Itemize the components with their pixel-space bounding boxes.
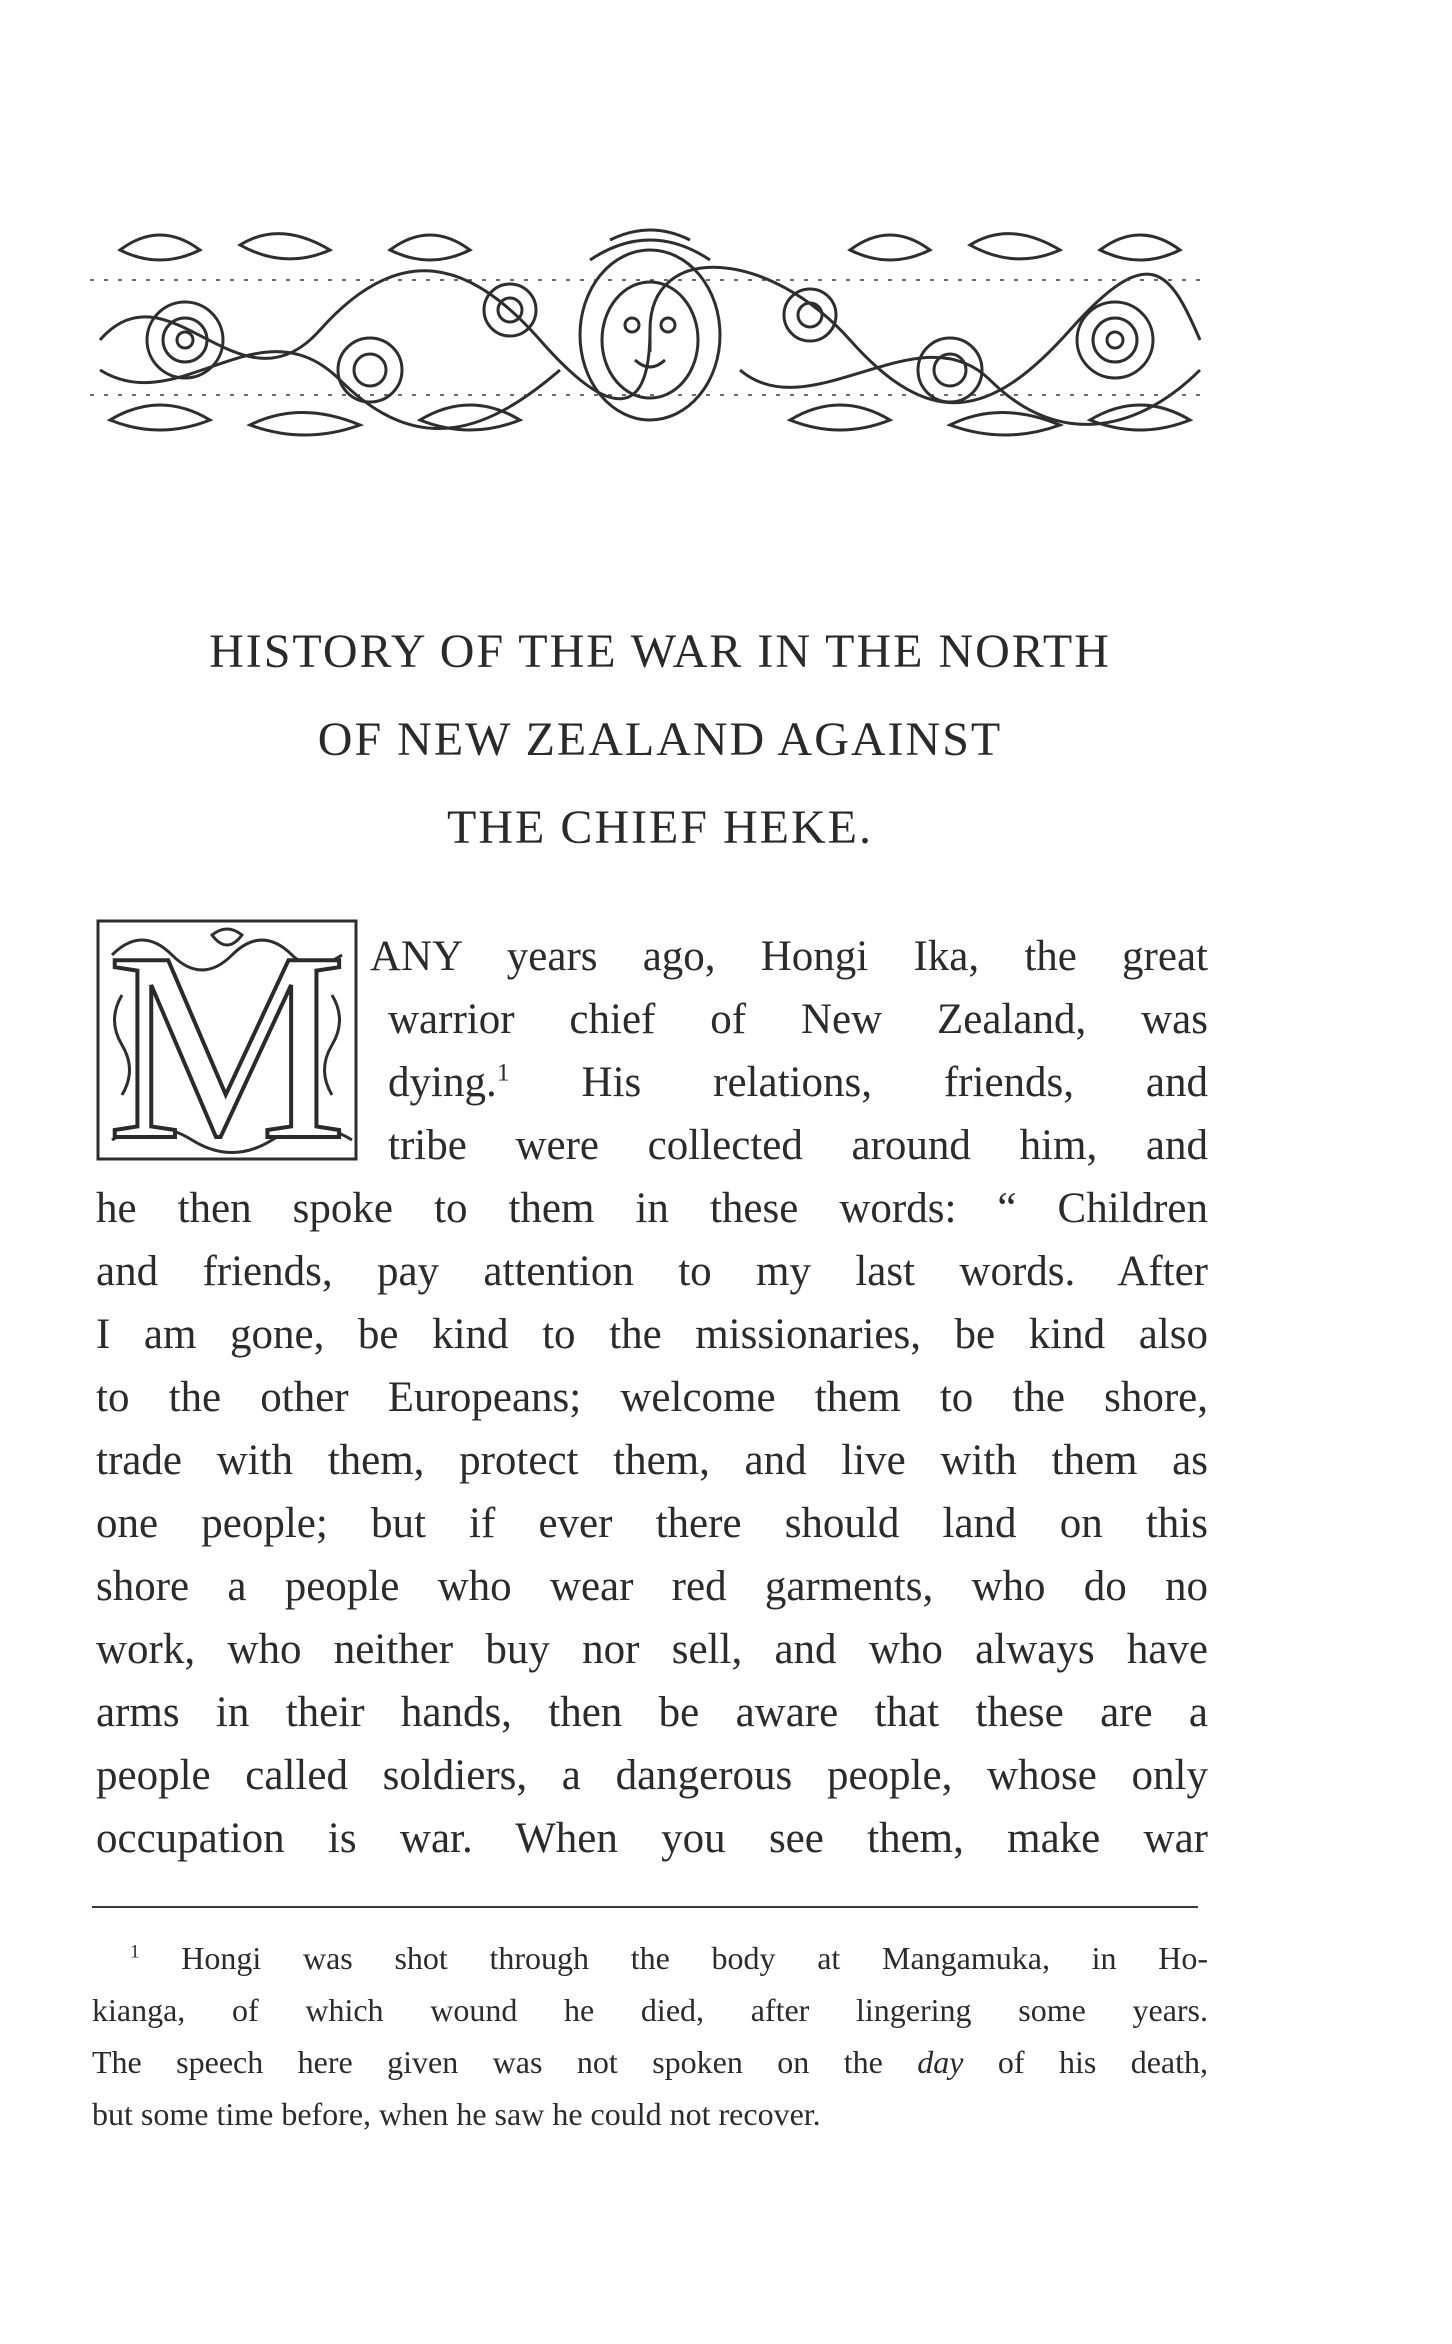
body-line-9: trade with them, protect them, and live with them as xyxy=(96,1437,1208,1484)
footnote-marker: 1 xyxy=(130,1941,140,1963)
body-line-1: ANY years ago, Hongi Ika, the great xyxy=(370,933,1208,980)
footnote-italic-day: day xyxy=(917,2044,964,2080)
body-line-4: tribe were collected around him, and xyxy=(388,1122,1208,1169)
body-line-15: occupation is war. When you see them, make war xyxy=(96,1815,1208,1862)
body-line-10: one people; but if ever there should land on this xyxy=(96,1500,1208,1547)
body-line-11: shore a people who wear red garments, who do no xyxy=(96,1563,1208,1610)
footnote-rule xyxy=(92,1906,1198,1908)
footnote-ref: 1 xyxy=(496,1057,510,1087)
title-line-1: HISTORY OF THE WAR IN THE NORTH xyxy=(209,625,1111,678)
body-line-2: warrior chief of New Zealand, was xyxy=(388,996,1208,1043)
body-line-8: to the other Europeans; welcome them to the shore, xyxy=(96,1374,1208,1421)
footnote-line-1: $^1$ Hongi was shot through the body at Mangamuka, in Ho- xyxy=(130,1940,1209,1976)
body-line-5: he then spoke to them in these words: “ Children xyxy=(96,1185,1208,1232)
footnote-line-2: kianga, of which wound he died, after lingering some years. xyxy=(92,1992,1208,2028)
body-line-13: arms in their hands, then be aware that these are a xyxy=(96,1689,1208,1736)
dropcap-initial xyxy=(92,915,362,1165)
body-line-14: people called soldiers, a dangerous people, whose only xyxy=(96,1752,1208,1799)
title-line-2: OF NEW ZEALAND AGAINST xyxy=(317,713,1003,766)
body-line-3: dying.$^1$ His relations, friends, and xyxy=(388,1057,1208,1106)
headpiece-ornament xyxy=(90,220,1210,442)
footnote-line-4: but some time before, when he saw he could not recover. xyxy=(92,2096,821,2132)
body-line-6: and friends, pay attention to my last words. After xyxy=(96,1248,1208,1295)
body-line-12: work, who neither buy nor sell, and who always have xyxy=(96,1626,1208,1673)
footnote-line-3: The speech here given was not spoken on the day of his death, xyxy=(92,2044,1209,2080)
title-line-3: THE CHIEF HEKE. xyxy=(447,801,873,854)
dropcap-letter: M xyxy=(106,915,348,1165)
body-line-7: I am gone, be kind to the missionaries, be kind also xyxy=(96,1311,1208,1358)
